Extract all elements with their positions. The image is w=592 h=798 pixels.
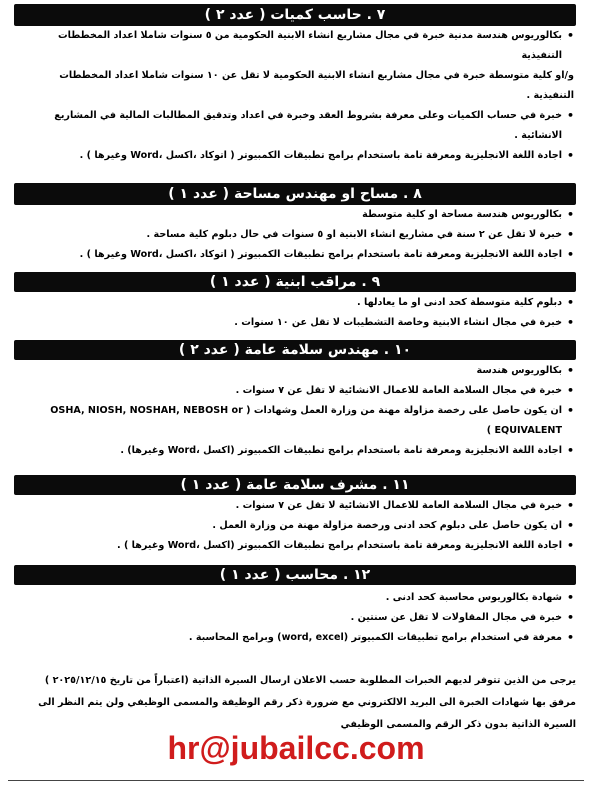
section-quantity-surveyor [22,26,574,166]
requirement-item: • خبرة في مجال السلامة العامة للاعمال الانشائية لا تقل عن ٧ سنوات . [22,381,574,401]
requirement-item: • خبرة في مجال المقاولات لا تقل عن سنتين . [22,608,574,628]
requirement-item: • بكالوريوس هندسة مساحة او كلية متوسطة [22,205,574,225]
section-title: ١٠ . مهندس سلامة عامة ( عدد ٢ ) [178,342,412,358]
section-surveyor [22,205,574,265]
section-safety-engineer [22,361,574,461]
requirement-item: • دبلوم كلية متوسطة كحد ادنى او ما يعادلها . [22,293,574,313]
section-title: ١٢ . محاسب ( عدد ١ ) [219,567,371,583]
section-safety-supervisor [22,496,574,556]
requirement-item: • بكالوريوس هندسة [22,361,574,381]
section-header-surveyor [14,183,576,205]
section-header-safety-engineer [14,340,576,360]
requirement-item: • خبرة في حساب الكميات وعلى معرفة بشروط العقد وخبرة في اعداد وتدقيق المطالبات المالية في المشاريع الانشائية . [22,106,574,146]
requirement-item: • اجادة اللغة الانجليزية ومعرفة تامة باستخدام برامج تطبيقات الكمبيوتر ( اتوكاد ،اكسل ،Word وغيرها ) . [22,146,574,166]
requirement-item: • بكالوريوس هندسة مدنية خبرة في مجال مشاريع انشاء الابنية الحكومية من ٥ سنوات شاملا اعداد المخططات التنفيذية [22,26,574,66]
requirement-item: • اجادة اللغة الانجليزية ومعرفة تامة باستخدام برامج تطبيقات الكمبيوتر ( اتوكاد ،اكسل ،Word وغيرها ) . [22,245,574,265]
section-accountant [22,588,574,648]
section-header-accountant [14,565,576,585]
section-title: ١١ . مشرف سلامة عامة ( عدد ١ ) [180,477,410,493]
requirement-item: • خبرة في مجال السلامة العامة للاعمال الانشائية لا تقل عن ٧ سنوات . [22,496,574,516]
bottom-divider [8,780,584,781]
section-header-quantity-surveyor [14,4,576,26]
section-building-inspector [22,293,574,333]
application-instructions: يرجى من الذين تتوفر لديهم الخبرات المطلوبة حسب الاعلان ارسال السيرة الذاتية (اعتباراً من تاريخ ٢٠٢٥/١٢/١٥ ) مرفق بها شهادات الخبرة الى البريد الالكتروني مع ضرورة ذكر رقم الوظيفة والمسمى الوظيفي ولن يتم النظر الى السيرة الذاتية بدون ذكر الرقم والمسمى الوظيفي [38,674,576,730]
requirement-item: • اجادة اللغة الانجليزية ومعرفة تامة باستخدام برامج تطبيقات الكمبيوتر (اكسل ،Word وغيرها) . [22,441,574,461]
section-header-safety-supervisor [14,475,576,495]
requirement-item: • خبرة في مجال انشاء الابنية وخاصة التشطيبات لا تقل عن ١٠ سنوات . [22,313,574,333]
contact-email[interactable]: hr@jubailcc.com [167,730,425,766]
section-title: ٧ . حاسب كميات ( عدد ٢ ) [204,7,386,23]
requirement-item: • ان يكون حاصل على دبلوم كحد ادنى ورخصة مزاولة مهنة من وزارة العمل . [22,516,574,536]
requirement-item: • معرفة في استخدام برامج تطبيقات الكمبيوتر (word, excel) وبرامج المحاسبة . [22,628,574,648]
requirement-item: • اجادة اللغة الانجليزية ومعرفة تامة باستخدام برامج تطبيقات الكمبيوتر (اكسل ،Word وغيرها ) . [22,536,574,556]
requirement-item: • شهادة بكالوريوس محاسبة كحد ادنى . [22,588,574,608]
requirement-item: • خبرة لا تقل عن ٢ سنة في مشاريع انشاء الابنية او ٥ سنوات في حال دبلوم كلية مساحة . [22,225,574,245]
requirement-item: و/او كلية متوسطة خبرة في مجال مشاريع انشاء الابنية الحكومية لا تقل عن ١٠ سنوات شاملا اعداد المخططات التنفيذية . [59,70,574,101]
section-title: ٩ . مراقب ابنية ( عدد ١ ) [209,274,381,290]
section-header-building-inspector [14,272,576,292]
section-title: ٨ . مساح او مهندس مساحة ( عدد ١ ) [168,186,422,202]
requirement-item: • ان يكون حاصل على رخصة مزاولة مهنة من وزارة العمل وشهادات ( OSHA, NIOSH, NOSHAH, NEBOSH or EQUIVALENT ) [22,401,574,441]
